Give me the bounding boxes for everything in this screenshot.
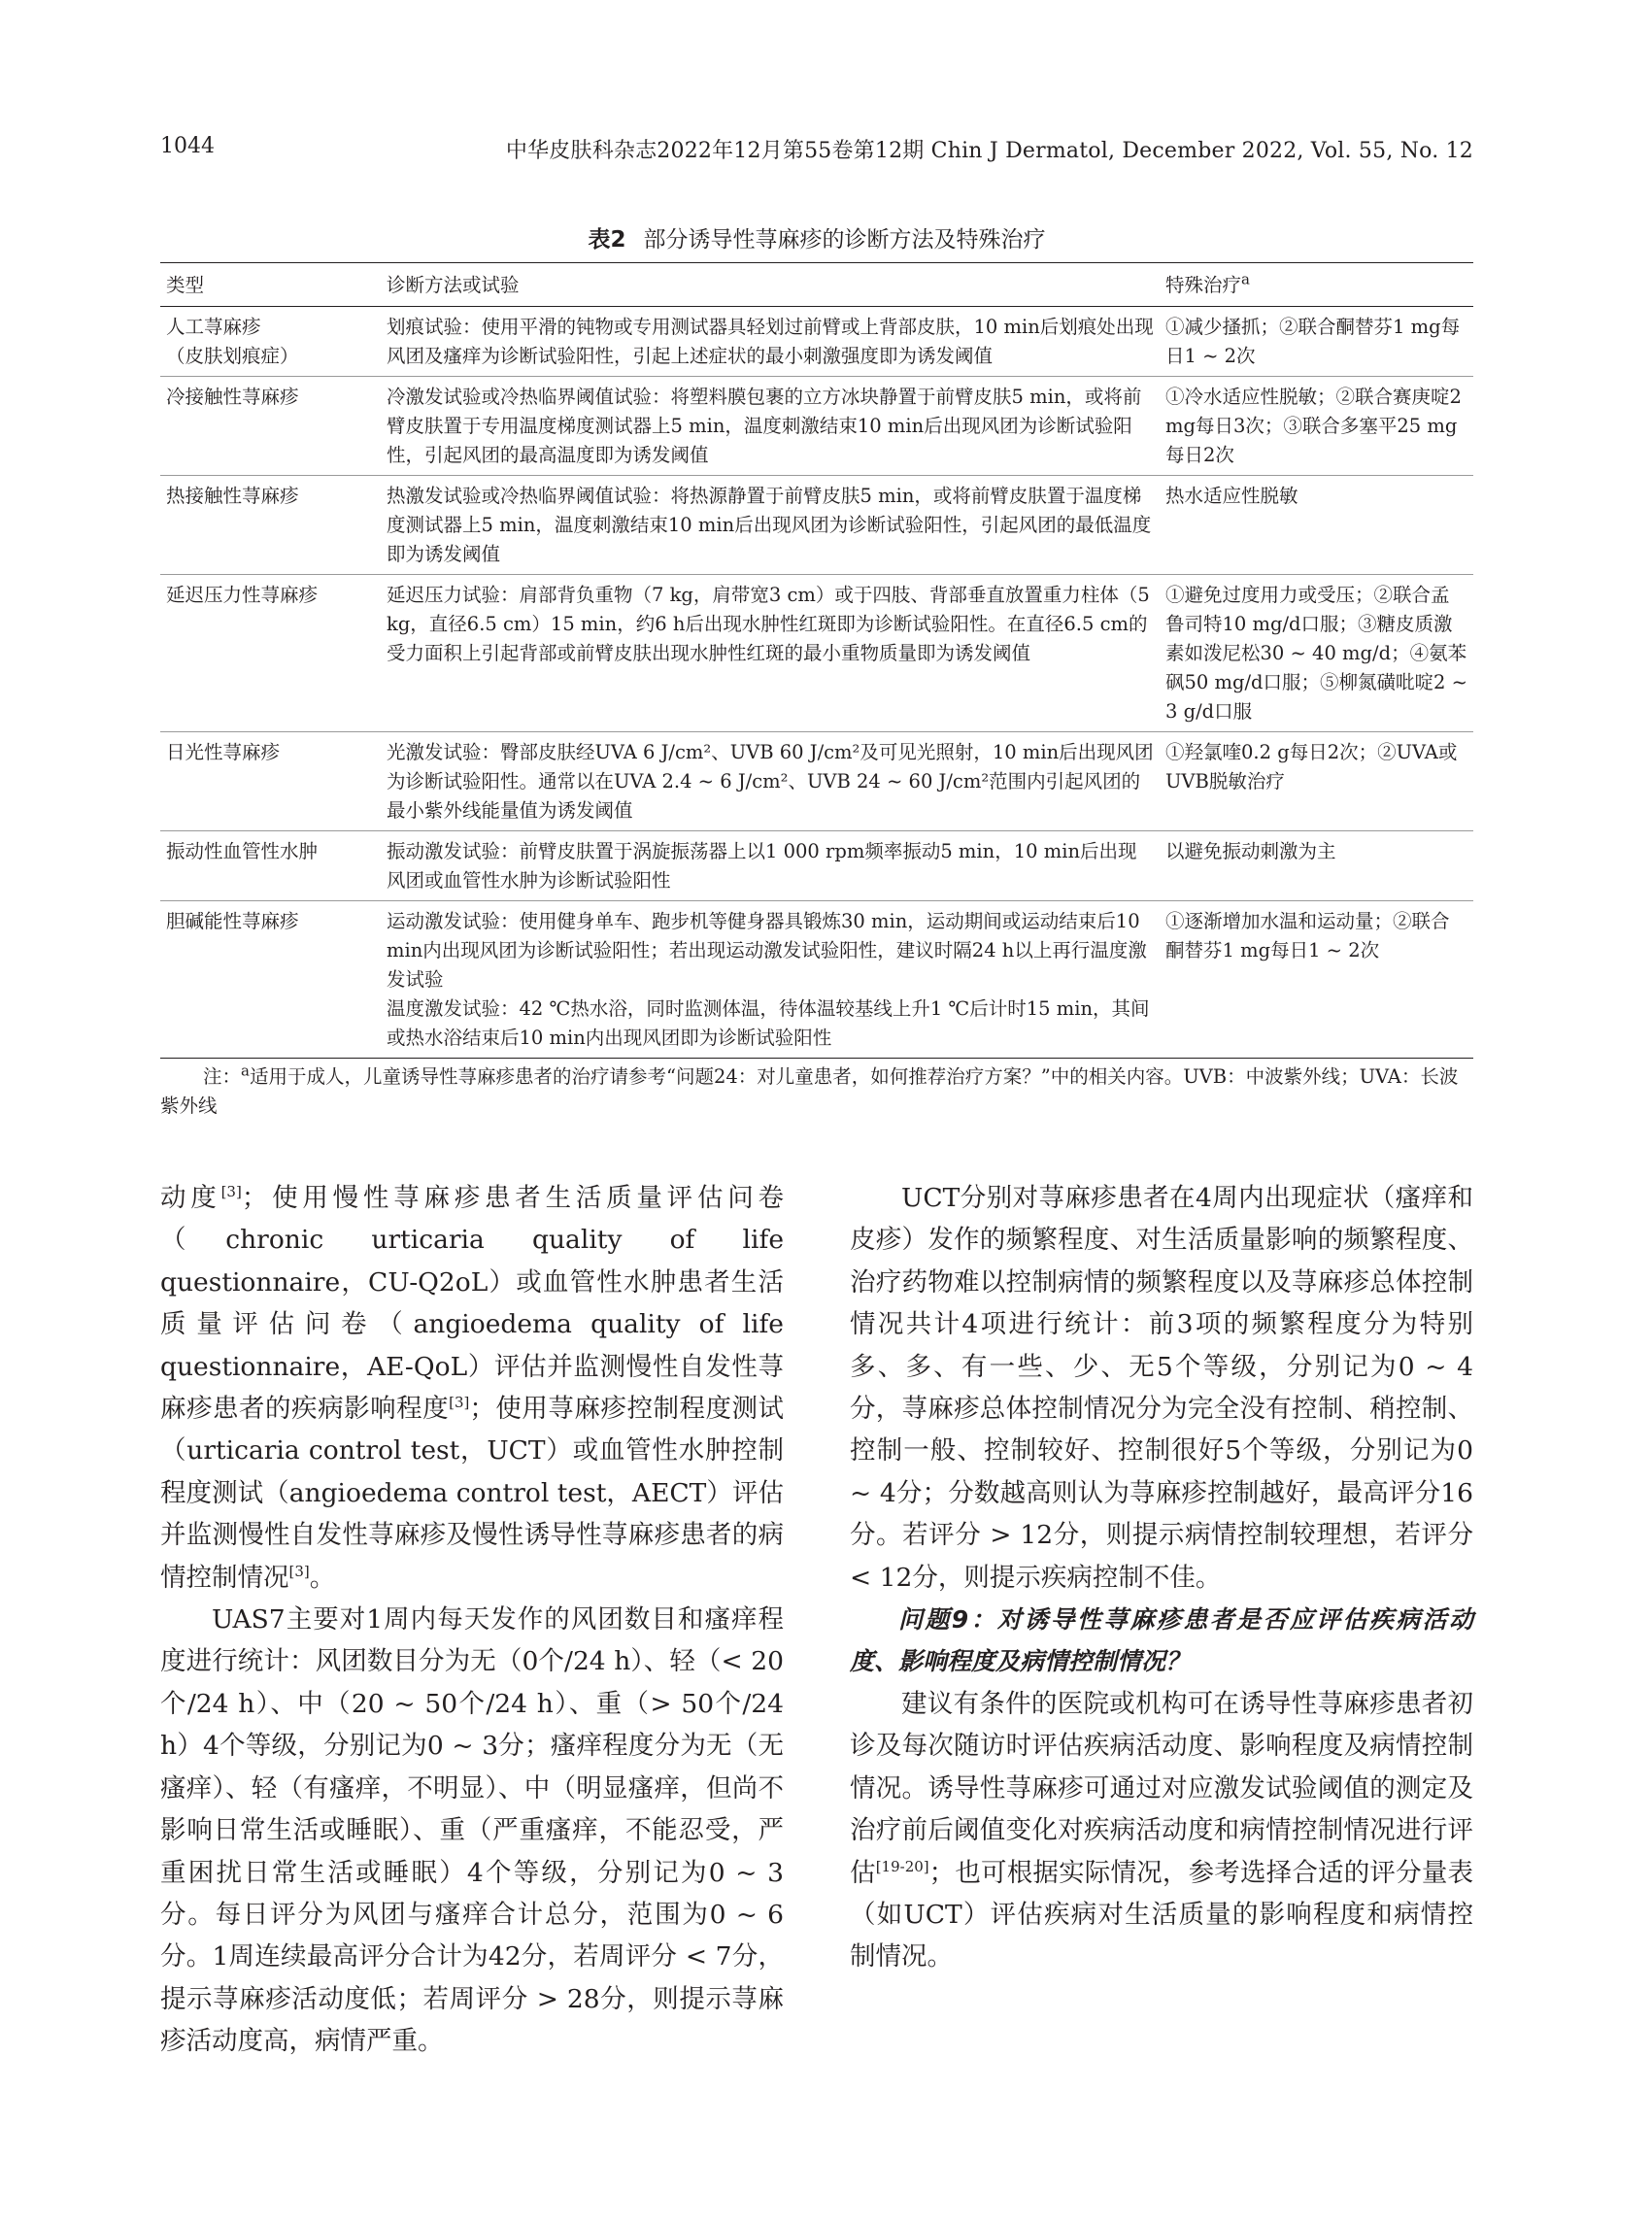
table-header-row xyxy=(160,263,1473,307)
cell-type: 日光性荨麻疹 xyxy=(160,732,381,831)
page-number: 1044 xyxy=(160,134,215,158)
diagnosis-method: 温度激发试验：42 ℃热水浴，同时监测体温，待体温较基线上升1 ℃后计时15 min，其间或热水浴结束后10 min内出现风团即为诊断试验阳性 xyxy=(387,997,1150,1049)
cell-diagnosis xyxy=(381,377,1160,476)
text-run: 动度 xyxy=(160,1183,221,1213)
text-run: ；使用慢性荨麻疹患者生活质量评估问卷（chronic urticaria quality of life questionnaire，CU-Q2oL）或血管性水肿患者生活质量评估问卷（angioedema quality of life questionnaire，AE-QoL）评估并监测慢性自发性荨麻疹患者的疾病影响程度 xyxy=(160,1183,785,1425)
text-run: ；使用荨麻疹控制程度测试（urticaria control test，UCT）或血管性水肿控制程度测试（angioedema control test，AECT）评估并监测慢性自发性荨麻疹及慢性诱导性荨麻疹患者的病情控制情况 xyxy=(160,1394,784,1593)
table-row xyxy=(160,476,1473,575)
note-prefix: 注： xyxy=(203,1065,242,1088)
running-head xyxy=(160,134,1473,173)
left-column xyxy=(160,1177,784,2063)
note-text: 适用于成人，儿童诱导性荨麻疹患者的治疗请参考“问题24：对儿童患者，如何推荐治疗方案？”中的相关内容。UVB：中波紫外线；UVA：长波紫外线 xyxy=(160,1065,1459,1117)
header-footnote-marker: a xyxy=(1241,270,1250,288)
cell-treatment: ①避免过度用力或受压；②联合孟鲁司特10 mg/d口服；③糖皮质激素如泼尼松30 ~ 40 mg/d；④氨苯砜50 mg/d口服；⑤柳氮磺吡啶2 ~ 3 g/d口服 xyxy=(1160,575,1473,732)
cell-treatment: 以避免振动刺激为主 xyxy=(1160,831,1473,901)
table-row xyxy=(160,732,1473,831)
paragraph-left-1 xyxy=(160,1177,784,1599)
table-body xyxy=(160,307,1473,1059)
text-run: 。 xyxy=(309,1562,336,1593)
cell-diagnosis xyxy=(381,901,1160,1059)
diagnosis-method: 延迟压力试验：肩部背负重物（7 kg，肩带宽3 cm）或于四肢、背部垂直放置重力柱体（5 kg，直径6.5 cm）15 min，约6 h后出现水肿性红斑即为诊断试验阳性。在直径6.5 cm的受力面积上引起背部或前臂皮肤出现水肿性红斑的最小重物质量即为诱发阈值 xyxy=(387,584,1150,664)
diagnosis-method: 振动激发试验：前臂皮肤置于涡旋振荡器上以1 000 rpm频率振动5 min，10 min后出现风团或血管性水肿为诊断试验阳性 xyxy=(387,840,1137,892)
table-caption-text: 部分诱导性荨麻疹的诊断方法及特殊治疗 xyxy=(643,227,1046,253)
table-caption xyxy=(160,221,1473,253)
table-row xyxy=(160,575,1473,732)
table-row xyxy=(160,901,1473,1059)
cell-diagnosis xyxy=(381,476,1160,575)
cell-type: 振动性血管性水肿 xyxy=(160,831,381,901)
table-row xyxy=(160,831,1473,901)
cell-treatment: ①逐渐增加水温和运动量；②联合酮替芬1 mg每日1 ~ 2次 xyxy=(1160,901,1473,1059)
header-treatment-label: 特殊治疗 xyxy=(1165,274,1242,296)
journal-citation: 中华皮肤科杂志2022年12月第55卷第12期 Chin J Dermatol, December 2022, Vol. 55, No. 12 xyxy=(505,139,1473,163)
diagnosis-method: 光激发试验：臀部皮肤经UVA 6 J/cm²、UVB 60 J/cm²及可见光照射，10 min后出现风团为诊断试验阳性。通常以在UVA 2.4 ~ 6 J/cm²、UVB 24 ~ 60 J/cm²范围内引起风团的最小紫外线能量值为诱发阈值 xyxy=(387,741,1154,822)
header-diagnosis: 诊断方法或试验 xyxy=(381,263,1160,307)
cell-diagnosis xyxy=(381,307,1160,377)
diagnosis-method: 运动激发试验：使用健身单车、跑步机等健身器具锻炼30 min，运动期间或运动结束后10 min内出现风团为诊断试验阳性；若出现运动激发试验阳性，建议时隔24 h以上再行温度激发试验 xyxy=(387,910,1147,991)
table-row xyxy=(160,307,1473,377)
citation-ref[interactable]: [19-20] xyxy=(875,1857,929,1875)
cell-type: 胆碱能性荨麻疹 xyxy=(160,901,381,1059)
citation-ref[interactable]: [3] xyxy=(220,1183,242,1201)
cell-treatment: ①羟氯喹0.2 g每日2次；②UVA或UVB脱敏治疗 xyxy=(1160,732,1473,831)
cell-diagnosis xyxy=(381,575,1160,732)
cell-treatment: ①减少搔抓；②联合酮替芬1 mg每日1 ~ 2次 xyxy=(1160,307,1473,377)
citation-ref[interactable]: [3] xyxy=(288,1562,310,1580)
diagnosis-method: 热激发试验或冷热临界阈值试验：将热源静置于前臂皮肤5 min，或将前臂皮肤置于温度梯度测试器上5 min，温度刺激结束10 min后出现风团为诊断试验阳性，引起风团的最低温度即为诱发阈值 xyxy=(387,485,1152,565)
diagnosis-method: 冷激发试验或冷热临界阈值试验：将塑料膜包裹的立方冰块静置于前臂皮肤5 min，或将前臂皮肤置于专用温度梯度测试器上5 min，温度刺激结束10 min后出现风团为诊断试验阳性，引起风团的最高温度即为诱发阈值 xyxy=(387,386,1142,466)
paragraph-left-2: UAS7主要对1周内每天发作的风团数目和瘙痒程度进行统计：风团数目分为无（0个/24 h）、轻（< 20个/24 h）、中（20 ~ 50个/24 h）、重（> 50个/24 h）4个等级，分别记为0 ~ 3分；瘙痒程度分为无（无瘙痒）、轻（有瘙痒，不明显）、中（明显瘙痒，但尚不影响日常生活或睡眠）、重（严重瘙痒，不能忍受，严重困扰日常生活或睡眠）4个等级，分别记为0 ~ 3分。每日评分为风团与瘙痒合计总分，范围为0 ~ 6分。1周连续最高评分合计为42分，若周评分 < 7分，提示荨麻疹活动度低；若周评分 > 28分，则提示荨麻疹活动度高，病情严重。 xyxy=(160,1604,784,2057)
table-note xyxy=(160,1062,1473,1121)
cell-type: 人工荨麻疹 （皮肤划痕症） xyxy=(160,307,381,377)
cell-type: 热接触性荨麻疹 xyxy=(160,476,381,575)
cell-diagnosis xyxy=(381,831,1160,901)
right-column xyxy=(850,1177,1473,1978)
cell-treatment: 热水适应性脱敏 xyxy=(1160,476,1473,575)
cell-treatment: ①冷水适应性脱敏；②联合赛庚啶2 mg每日3次；③联合多塞平25 mg每日2次 xyxy=(1160,377,1473,476)
text-run: ；也可根据实际情况，参考选择合适的评分量表（如UCT）评估疾病对生活质量的影响程度和病情控制情况。 xyxy=(850,1857,1474,1972)
question-heading: 问题9：对诱导性荨麻疹患者是否应评估疾病活动度、影响程度及病情控制情况？ xyxy=(850,1605,1473,1676)
table-row xyxy=(160,377,1473,476)
header-type: 类型 xyxy=(160,263,381,307)
table-caption-label: 表2 xyxy=(588,227,626,253)
paragraph-right-1: UCT分别对荨麻疹患者在4周内出现症状（瘙痒和皮疹）发作的频繁程度、对生活质量影响的频繁程度、治疗药物难以控制病情的频繁程度以及荨麻疹总体控制情况共计4项进行统计：前3项的频繁程度分为特别多、多、有一些、少、无5个等级，分别记为0 ~ 4分，荨麻疹总体控制情况分为完全没有控制、稍控制、控制一般、控制较好、控制很好5个等级，分别记为0 ~ 4分；分数越高则认为荨麻疹控制越好，最高评分16分。若评分 > 12分，则提示病情控制较理想，若评分 < 12分，则提示疾病控制不佳。 xyxy=(850,1183,1473,1593)
text-run: 建议有条件的医院或机构可在诱导性荨麻疹患者初诊及每次随访时评估疾病活动度、影响程度及病情控制情况。诱导性荨麻疹可通过对应激发试验阈值的测定及治疗前后阈值变化对疾病活动度和病情控制情况进行评估 xyxy=(850,1688,1473,1888)
table-container xyxy=(160,262,1473,1059)
citation-ref[interactable]: [3] xyxy=(449,1394,470,1412)
diagnosis-table xyxy=(160,262,1473,1059)
header-treatment xyxy=(1160,263,1473,307)
diagnosis-method: 划痕试验：使用平滑的钝物或专用测试器具轻划过前臂或上背部皮肤，10 min后划痕处出现风团及瘙痒为诊断试验阳性，引起上述症状的最小刺激强度即为诱发阈值 xyxy=(387,316,1154,367)
cell-type: 延迟压力性荨麻疹 xyxy=(160,575,381,732)
cell-diagnosis xyxy=(381,732,1160,831)
note-footnote-marker: a xyxy=(241,1062,250,1080)
paragraph-right-2 xyxy=(850,1683,1473,1978)
cell-type: 冷接触性荨麻疹 xyxy=(160,377,381,476)
